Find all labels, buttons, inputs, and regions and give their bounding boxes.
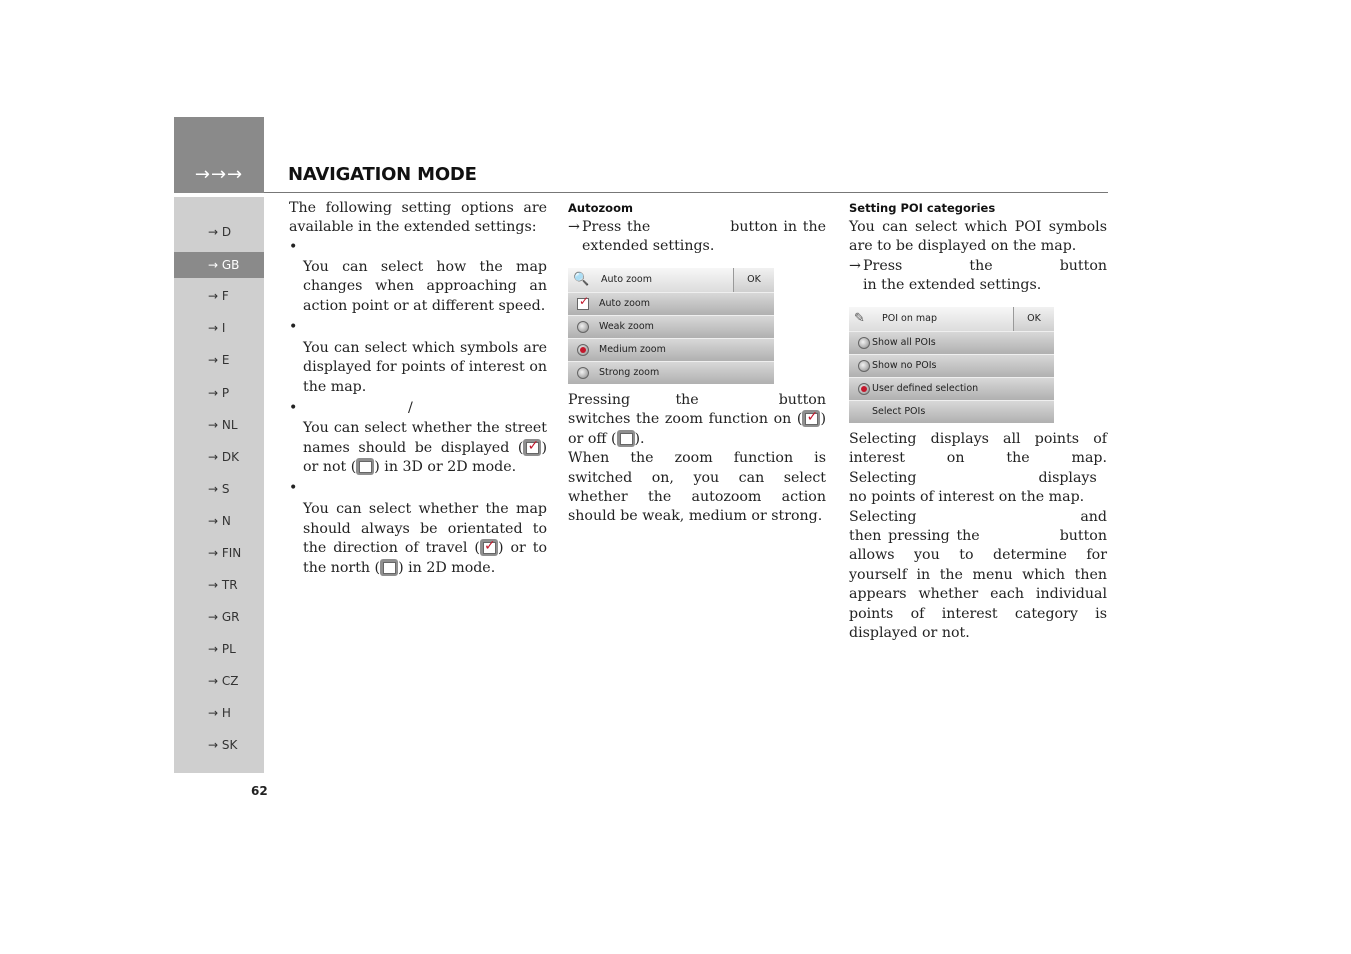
sidebar-item-nl[interactable]: → NL (208, 418, 238, 432)
checkbox-unchecked-icon (617, 430, 635, 447)
option-label: Show all POIs (872, 337, 936, 348)
text-fragment: displays no points of interest on the map. (849, 469, 1097, 506)
section-heading-poi: Setting POI categories (849, 201, 996, 215)
checkbox-checked-icon: ✓ (802, 410, 820, 427)
screen-titlebar (568, 268, 774, 293)
option-label: Weak zoom (599, 321, 654, 332)
column-settings-overview (289, 199, 547, 578)
bullet-text-poi: You can select which symbols are displayed for points of interest on the map. (303, 340, 547, 395)
checkbox-checked-icon[interactable] (577, 298, 589, 310)
text-fragment: You can select whether the street names should be displayed ( (303, 420, 547, 456)
ok-button[interactable]: OK (733, 268, 774, 292)
text-fragment: ) or off ( (568, 411, 826, 447)
checkbox-checked-icon: ✓ (480, 539, 498, 556)
option-label: Select POIs (872, 406, 926, 417)
screen-titlebar (849, 307, 1054, 332)
text-fragment: Selecting (849, 469, 917, 486)
autozoom-strength-text: When the zoom function is switched on, you can select whether the autozoom action should be weak, medium or strong. (568, 450, 826, 525)
section-heading-autozoom: Autozoom (568, 201, 633, 215)
text-fragment: button switches the zoom function on ( (568, 392, 826, 428)
text-fragment: Selecting (849, 508, 917, 525)
ok-button[interactable]: OK (1013, 307, 1054, 331)
text-line (849, 508, 1107, 527)
sidebar-item-tr[interactable]: → TR (208, 578, 238, 592)
intro-text: The following setting options are available in the extended settings: (289, 200, 547, 236)
sidebar-item-gb[interactable]: → GB (174, 252, 264, 278)
text-line (849, 430, 1107, 469)
column-autozoom (568, 199, 826, 257)
option-label: Auto zoom (599, 298, 650, 309)
bullet-text-autozoom: You can select how the map changes when approaching an action point or at different speed. (303, 258, 547, 314)
text-fragment: Press the (863, 257, 993, 274)
option-medium-zoom[interactable] (568, 338, 774, 361)
slash-separator: / (408, 400, 413, 417)
bullet-icon: • (289, 238, 298, 255)
radio-on-icon[interactable] (858, 383, 870, 395)
screen-title: Auto zoom (601, 274, 652, 285)
sidebar-item-pl[interactable]: → PL (208, 642, 236, 656)
text-line (849, 527, 1107, 643)
option-auto-zoom[interactable] (568, 292, 774, 315)
option-label: Medium zoom (599, 344, 666, 355)
option-weak-zoom[interactable] (568, 315, 774, 338)
instruction-step (849, 257, 1107, 276)
sidebar-item-gr[interactable]: → GR (208, 610, 240, 624)
radio-off-icon[interactable] (577, 321, 589, 333)
poi-description (849, 430, 1107, 643)
autozoom-toggle-text (568, 391, 826, 449)
text-fragment: Pressing the (568, 392, 699, 408)
autozoom-screenshot (568, 268, 774, 384)
checkbox-unchecked-icon (380, 559, 398, 576)
radio-off-icon[interactable] (577, 367, 589, 379)
bullet-icon: • (289, 400, 298, 417)
text-line (849, 469, 1107, 508)
bullet-text-orientation (289, 500, 547, 578)
text-fragment: ). (634, 430, 645, 447)
text-fragment: Press the (582, 219, 651, 235)
radio-on-icon[interactable] (577, 344, 589, 356)
option-label: User defined selection (872, 383, 979, 394)
sidebar-item-s[interactable]: → S (208, 482, 230, 496)
sidebar-item-fin[interactable]: → FIN (208, 546, 242, 560)
screen-title: POI on map (882, 313, 937, 324)
text-fragment: ) or not ( (303, 439, 547, 476)
sidebar-item-dk[interactable]: → DK (208, 450, 239, 464)
text-fragment: Selecting (849, 431, 917, 447)
header-arrows: →→→ (194, 164, 244, 185)
option-show-no-pois[interactable] (849, 354, 1054, 377)
text-fragment: button (1059, 257, 1108, 274)
text-fragment: displays all points of interest on the map. (849, 431, 1107, 467)
bullet-icon: • (289, 480, 298, 497)
option-label: Strong zoom (599, 367, 660, 378)
text-fragment: and (1080, 508, 1107, 525)
column-poi-categories (849, 199, 1107, 296)
sidebar-item-p[interactable]: → P (208, 386, 230, 400)
select-pois-button[interactable] (849, 400, 1054, 423)
sidebar-item-h[interactable]: → H (208, 706, 231, 720)
bullet-item (289, 399, 547, 419)
autozoom-description (568, 391, 826, 527)
text-fragment: then pressing the (849, 528, 980, 545)
radio-off-icon[interactable] (858, 360, 870, 372)
sidebar-item-n[interactable]: → N (208, 514, 231, 528)
text-fragment: ) in 3D or 2D mode. (374, 459, 517, 476)
text-fragment: button in the extended settings. (582, 219, 827, 255)
page-title: NAVIGATION MODE (288, 164, 477, 185)
header-tab (174, 117, 264, 193)
poi-intro-text: You can select which POI symbols are to be displayed on the map. (849, 219, 1107, 255)
magnifier-icon: 🔍 (573, 272, 590, 287)
bullet-text-street-names (289, 419, 547, 477)
sidebar-item-cz[interactable]: → CZ (208, 674, 239, 688)
text-fragment: ) or to the north ( (303, 540, 547, 576)
page-number: 62 (251, 784, 268, 798)
option-label: Show no POIs (872, 360, 937, 371)
bullet-icon: • (289, 319, 298, 336)
text-fragment: button allows you to determine for yourself in the menu which then appears whether each individual points of interest category is displayed or not. (849, 528, 1107, 642)
sidebar-item-sk[interactable]: → SK (208, 738, 238, 752)
instruction-step (568, 218, 826, 257)
instruction-step-cont: in the extended settings. (863, 277, 1042, 294)
option-user-defined-selection[interactable] (849, 377, 1054, 400)
sidebar-item-e[interactable]: → E (208, 353, 230, 367)
language-sidebar (174, 197, 264, 773)
checkbox-checked-icon: ✓ (523, 439, 541, 456)
arrow-right-icon: → (849, 257, 861, 274)
sidebar-item-f[interactable]: → F (208, 289, 229, 303)
checkbox-unchecked-icon (356, 458, 374, 475)
bullet-item (289, 238, 547, 258)
sidebar-item-d[interactable]: → D (208, 225, 232, 239)
bullet-item (289, 318, 547, 339)
option-strong-zoom[interactable] (568, 361, 774, 384)
radio-off-icon[interactable] (858, 337, 870, 349)
poi-screenshot (849, 307, 1054, 423)
option-show-all-pois[interactable] (849, 331, 1054, 354)
text-fragment: You can select whether the map should always be orientated to the direction of travel ( (303, 501, 547, 557)
poi-map-icon: ✎ (854, 311, 865, 326)
text-fragment: ) in 2D mode. (398, 559, 496, 576)
header-divider (264, 192, 1108, 193)
arrow-right-icon: → (568, 219, 580, 235)
sidebar-item-i[interactable]: → I (208, 321, 226, 335)
bullet-item (289, 479, 547, 500)
